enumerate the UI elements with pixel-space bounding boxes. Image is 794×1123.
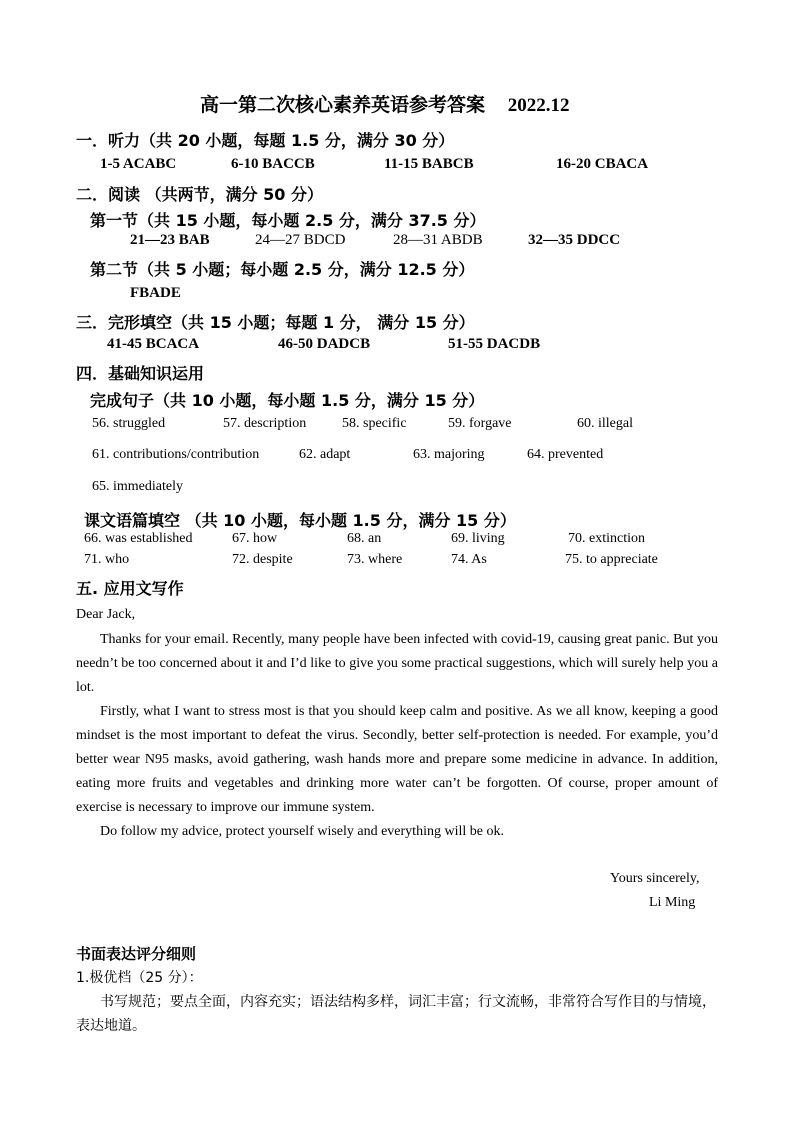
sentences-item-64: 64. prevented [527,447,604,462]
listening-heading: 一．听力（共 20 小题，每题 1.5 分，满分 30 分） [76,131,455,150]
letter-salutation: Dear Jack, [76,607,136,622]
passage-item-74: 74. As [451,552,487,567]
letter-signature: Li Ming [649,895,696,910]
sentences-item-65: 65. immediately [92,479,183,494]
cloze-answer-3: 51-55 DACDB [448,336,541,352]
passage-item-71: 71. who [84,552,130,567]
reading-part1-answer-1: 21—23 BAB [130,232,210,248]
passage-item-70: 70. extinction [568,531,645,546]
sentences-item-58: 58. specific [342,416,407,431]
sentences-item-59: 59. forgave [448,416,512,431]
title-date: 2022.12 [507,95,570,116]
reading-heading: 二．阅读 （共两节，满分 50 分） [76,185,323,204]
rubric-heading: 书面表达评分细则 [76,945,197,963]
reading-part2-answer: FBADE [130,285,181,301]
page-title [200,90,570,117]
reading-part1-answer-3: 28—31 ABDB [393,232,483,248]
sentences-item-60: 60. illegal [577,416,633,431]
letter-paragraph-2: Firstly, what I want to stress most is that you should keep calm and positive. As we all know, keeping a good mindset is the most important to defeat the virus. Secondly, better self-protection is needed. For example, you’d better wear N95 masks, avoid gathering, wash hands more and prepare some medicine in advance. In addition, eating more fruits and vegetables and drinking more water can’t be forgotten. Of course, proper amount of exercise is necessary to improve our immune system. [76,704,718,815]
basics-heading: 四．基础知识运用 [76,364,205,383]
reading-part1-answer-2: 24—27 BDCD [255,232,346,248]
title-text: 高一第二次核心素养英语参考答案 [200,94,486,116]
passage-item-72: 72. despite [232,552,293,567]
sentences-item-63: 63. majoring [413,447,485,462]
passage-item-75: 75. to appreciate [565,552,658,567]
rubric-grade1: 1.极优档（25 分）： [76,970,203,986]
writing-heading: 五. 应用文写作 [76,579,184,598]
passage-heading: 课文语篇填空 （共 10 小题，每小题 1.5 分，满分 15 分） [84,511,516,530]
sentences-heading: 完成句子（共 10 小题，每小题 1.5 分，满分 15 分） [90,391,485,410]
rubric-grade1-text: 书写规范；要点全面，内容充实；语法结构多样，词汇丰富；行文流畅，非常符合写作目的与情境，表达地道。 [76,994,716,1034]
passage-item-67: 67. how [232,531,278,546]
listening-answer-1: 1-5 ACABC [100,156,177,172]
reading-part1-heading: 第一节（共 15 小题，每小题 2.5 分，满分 37.5 分） [90,211,486,230]
letter-closing: Yours sincerely, [610,871,700,886]
sentences-item-56: 56. struggled [92,416,166,431]
sentences-item-62: 62. adapt [299,447,351,462]
sentences-item-57: 57. description [223,416,307,431]
cloze-heading: 三．完形填空（共 15 小题；每题 1 分， 满分 15 分） [76,313,475,332]
listening-answer-4: 16-20 CBACA [556,156,649,172]
passage-item-73: 73. where [347,552,403,567]
letter-paragraph-3: Do follow my advice, protect yourself wisely and everything will be ok. [100,824,504,839]
letter-body [76,628,718,844]
reading-part1-answer-4: 32—35 DDCC [528,232,621,248]
passage-item-68: 68. an [347,531,382,546]
reading-part2-heading: 第二节（共 5 小题；每小题 2.5 分，满分 12.5 分） [90,260,475,279]
cloze-answer-2: 46-50 DADCB [278,336,371,352]
sentences-item-61: 61. contributions/contribution [92,447,260,462]
passage-item-69: 69. living [451,531,505,546]
listening-answer-2: 6-10 BACCB [231,156,315,172]
passage-item-66: 66. was established [84,531,193,546]
letter-paragraph-1: Thanks for your email. Recently, many people have been infected with covid-19, causing great panic. But you needn’t be too concerned about it and I’d like to give you some practical suggestions, which will surely help you a lot. [76,632,718,695]
cloze-answer-1: 41-45 BCACA [107,336,200,352]
listening-answer-3: 11-15 BABCB [384,156,474,172]
